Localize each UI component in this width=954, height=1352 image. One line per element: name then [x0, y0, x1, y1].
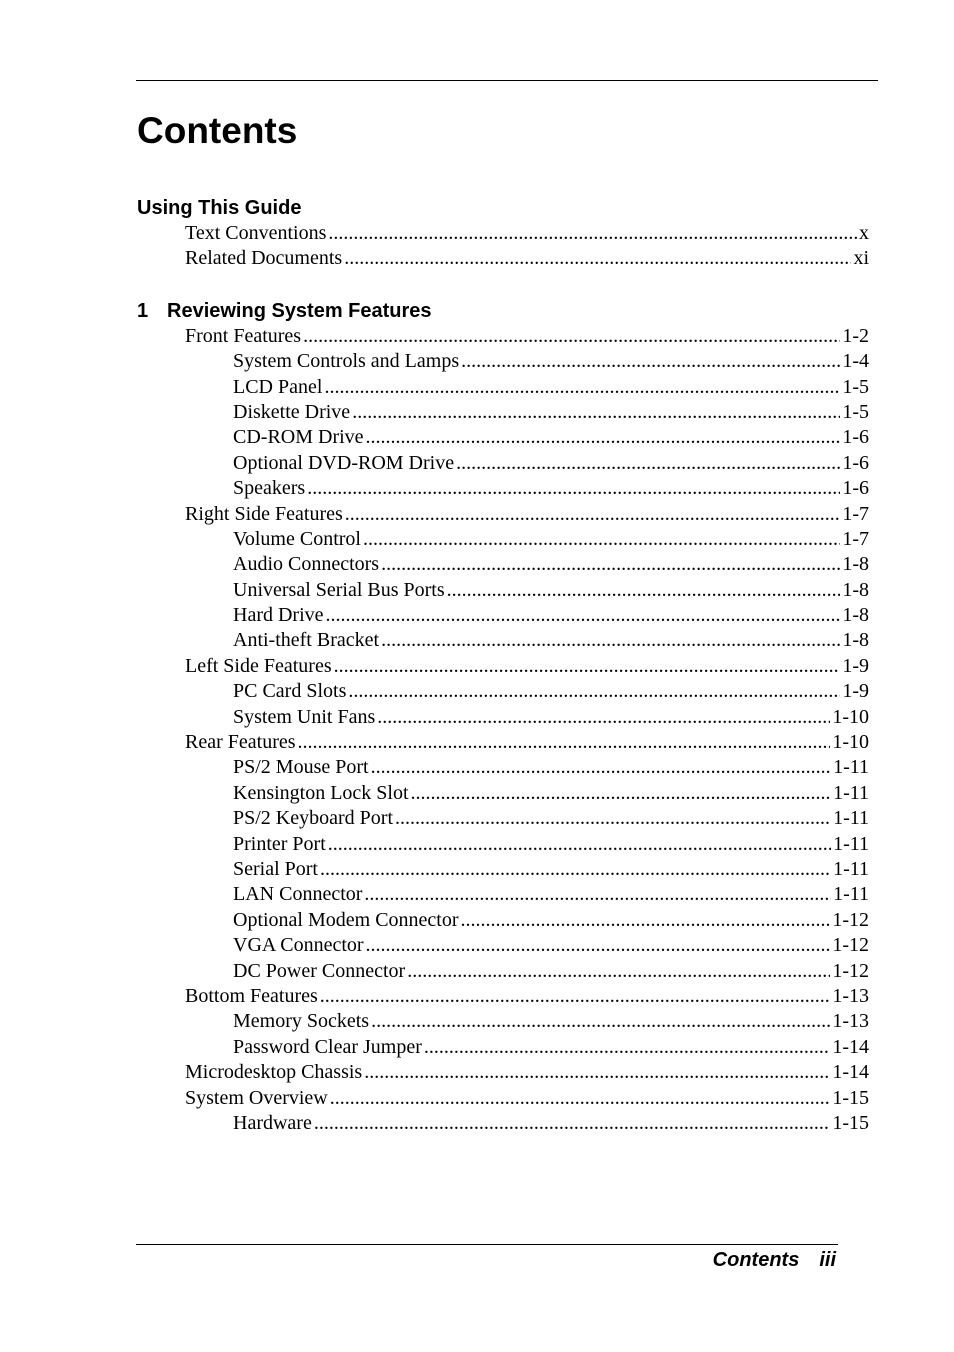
toc-entry[interactable]: [137, 1060, 869, 1085]
toc-entry[interactable]: [137, 349, 869, 374]
toc-entry[interactable]: [137, 857, 869, 882]
toc-entry-page: 1-11: [833, 857, 869, 880]
dot-leader: [407, 959, 830, 984]
toc-entry-label: CD-ROM Drive: [233, 426, 364, 449]
toc-entry-page: 1-8: [842, 578, 869, 601]
dot-leader: [298, 730, 831, 755]
toc-entry-page: 1-11: [833, 883, 869, 906]
footer-rule: [136, 1244, 838, 1245]
toc-entry-label: Speakers: [233, 477, 306, 500]
toc-entry-label: Hard Drive: [233, 604, 324, 627]
dot-leader: [324, 375, 840, 400]
toc-entry[interactable]: [137, 882, 869, 907]
dot-leader: [461, 908, 831, 933]
toc-entry[interactable]: [137, 654, 869, 679]
section-heading: [137, 298, 869, 324]
toc-entry-label: Optional DVD-ROM Drive: [233, 451, 455, 474]
dot-leader: [461, 349, 840, 374]
toc-entry-page: 1-12: [832, 959, 869, 982]
footer-page-number: iii: [819, 1249, 836, 1271]
page-title: Contents: [137, 110, 298, 151]
toc-entry-page: 1-7: [842, 502, 869, 525]
toc-entry-page: 1-11: [833, 807, 869, 830]
dot-leader: [344, 246, 851, 271]
dot-leader: [366, 425, 841, 450]
toc-entry-page: 1-9: [842, 654, 869, 677]
toc-entry-page: 1-4: [842, 350, 869, 373]
dot-leader: [381, 628, 840, 653]
toc-entry-page: 1-5: [842, 375, 869, 398]
toc-entry-label: System Unit Fans: [233, 705, 376, 728]
dot-leader: [424, 1035, 830, 1060]
toc-entry[interactable]: [137, 502, 869, 527]
toc-entry-label: Optional Modem Connector: [233, 908, 459, 931]
toc-entry-label: Universal Serial Bus Ports: [233, 578, 445, 601]
toc-entry-label: Related Documents: [185, 247, 343, 270]
toc-entry-page: 1-9: [842, 680, 869, 703]
toc-entry-label: DC Power Connector: [233, 959, 406, 982]
toc-entry-label: Rear Features: [185, 731, 296, 754]
toc-entry-label: Text Conventions: [185, 222, 327, 244]
toc-entry[interactable]: [137, 552, 869, 577]
toc-entry-label: PC Card Slots: [233, 680, 347, 703]
toc-entry-label: Volume Control: [233, 527, 361, 550]
dot-leader: [328, 221, 857, 246]
toc-entry-label: Diskette Drive: [233, 400, 351, 423]
toc-entry[interactable]: [137, 1086, 869, 1111]
section-title: Using This Guide: [137, 197, 302, 219]
toc-entry[interactable]: [137, 806, 869, 831]
toc-entry-label: LCD Panel: [233, 375, 323, 398]
dot-leader: [314, 1111, 830, 1136]
toc-entry-page: 1-10: [832, 705, 869, 728]
dot-leader: [348, 679, 840, 704]
toc-entry-label: Printer Port: [233, 832, 326, 855]
toc-entry-label: Memory Sockets: [233, 1010, 370, 1033]
toc-entry[interactable]: [137, 476, 869, 501]
toc-entry-page: 1-8: [842, 629, 869, 652]
toc-entry[interactable]: [137, 375, 869, 400]
page-footer: [713, 1246, 836, 1274]
toc-entry-page: 1-10: [832, 731, 869, 754]
toc-entry-page: 1-5: [842, 400, 869, 423]
toc-entry-page: 1-14: [832, 1061, 869, 1084]
toc-entry-label: Left Side Features: [185, 654, 332, 677]
toc-entry-page: 1-6: [842, 451, 869, 474]
toc-entry-label: VGA Connector: [233, 934, 364, 957]
dot-leader: [326, 603, 841, 628]
toc-entry-page: x: [859, 222, 869, 244]
toc-entry-label: Front Features: [185, 324, 302, 347]
toc-entry-label: Anti-theft Bracket: [233, 629, 380, 652]
toc-entry[interactable]: [137, 603, 869, 628]
toc-entry[interactable]: [137, 908, 869, 933]
toc-entry[interactable]: [137, 578, 869, 603]
toc-entry-page: 1-15: [832, 1111, 869, 1134]
toc-entry-label: Kensington Lock Slot: [233, 781, 409, 804]
toc-entry-page: 1-6: [842, 426, 869, 449]
toc-entry[interactable]: [137, 1009, 869, 1034]
toc-entry[interactable]: [137, 400, 869, 425]
toc-entry[interactable]: [137, 246, 869, 271]
footer-label: Contents: [712, 1249, 800, 1271]
toc-entry-page: 1-11: [833, 832, 869, 855]
toc-entry-label: PS/2 Keyboard Port: [233, 807, 393, 830]
dot-leader: [307, 476, 840, 501]
toc-entry-page: 1-15: [832, 1086, 869, 1109]
toc-entry-label: Password Clear Jumper: [233, 1035, 422, 1058]
toc-entry-label: Bottom Features: [185, 984, 318, 1007]
toc-entry[interactable]: [137, 933, 869, 958]
toc-entry[interactable]: [137, 832, 869, 857]
toc-entry[interactable]: [137, 425, 869, 450]
dot-leader: [363, 527, 840, 552]
toc-entry-page: 1-8: [842, 553, 869, 576]
toc-entry-page: 1-13: [832, 1010, 869, 1033]
toc-entry[interactable]: [137, 679, 869, 704]
table-of-contents: [137, 195, 869, 1136]
toc-entry[interactable]: [137, 324, 869, 349]
toc-entry-page: xi: [853, 247, 869, 270]
toc-entry-label: System Controls and Lamps: [233, 350, 460, 373]
dot-leader: [371, 755, 831, 780]
toc-entry-page: 1-14: [832, 1035, 869, 1058]
toc-entry[interactable]: [137, 705, 869, 730]
dot-leader: [381, 552, 840, 577]
dot-leader: [456, 451, 840, 476]
toc-entry-label: Audio Connectors: [233, 553, 380, 576]
section-heading: [137, 195, 869, 221]
dot-leader: [328, 832, 831, 857]
toc-entry[interactable]: [137, 451, 869, 476]
dot-leader: [303, 324, 840, 349]
toc-entry-page: 1-12: [832, 934, 869, 957]
toc-entry-label: Right Side Features: [185, 502, 343, 525]
section-number: 1: [137, 299, 149, 322]
dot-leader: [366, 933, 831, 958]
toc-entry-page: 1-6: [842, 477, 869, 500]
dot-leader: [395, 806, 831, 831]
dot-leader: [377, 705, 830, 730]
toc-entry-page: 1-11: [833, 756, 869, 779]
toc-entry[interactable]: [137, 984, 869, 1009]
toc-entry[interactable]: [137, 755, 869, 780]
dot-leader: [345, 502, 841, 527]
toc-entry-page: 1-7: [842, 527, 869, 550]
dot-leader: [371, 1009, 830, 1034]
toc-entry-label: System Overview: [185, 1086, 328, 1109]
toc-entry-label: Hardware: [233, 1111, 312, 1134]
section-spacer: [137, 272, 869, 298]
toc-entry-page: 1-11: [833, 781, 869, 804]
toc-entry-label: Serial Port: [233, 857, 318, 880]
section-title: Reviewing System Features: [167, 299, 432, 322]
toc-entry-page: 1-8: [842, 604, 869, 627]
toc-entry[interactable]: [137, 1111, 869, 1136]
toc-entry-page: 1-12: [832, 908, 869, 931]
toc-entry[interactable]: [137, 628, 869, 653]
toc-entry-page: 1-2: [842, 324, 869, 347]
header-rule: [136, 80, 878, 81]
dot-leader: [352, 400, 840, 425]
toc-entry[interactable]: [137, 730, 869, 755]
toc-entry[interactable]: [137, 1035, 869, 1060]
dot-leader: [364, 1060, 830, 1085]
toc-entry-label: Microdesktop Chassis: [185, 1061, 363, 1084]
dot-leader: [364, 882, 831, 907]
dot-leader: [330, 1086, 831, 1111]
dot-leader: [320, 857, 831, 882]
dot-leader: [411, 781, 832, 806]
toc-entry-page: 1-13: [832, 984, 869, 1007]
toc-entry[interactable]: [137, 527, 869, 552]
dot-leader: [447, 578, 841, 603]
toc-entry-label: LAN Connector: [233, 883, 363, 906]
dot-leader: [320, 984, 831, 1009]
toc-entry-label: PS/2 Mouse Port: [233, 756, 369, 779]
toc-entry[interactable]: [137, 781, 869, 806]
toc-entry[interactable]: [137, 959, 869, 984]
dot-leader: [334, 654, 841, 679]
toc-entry[interactable]: [137, 221, 869, 246]
